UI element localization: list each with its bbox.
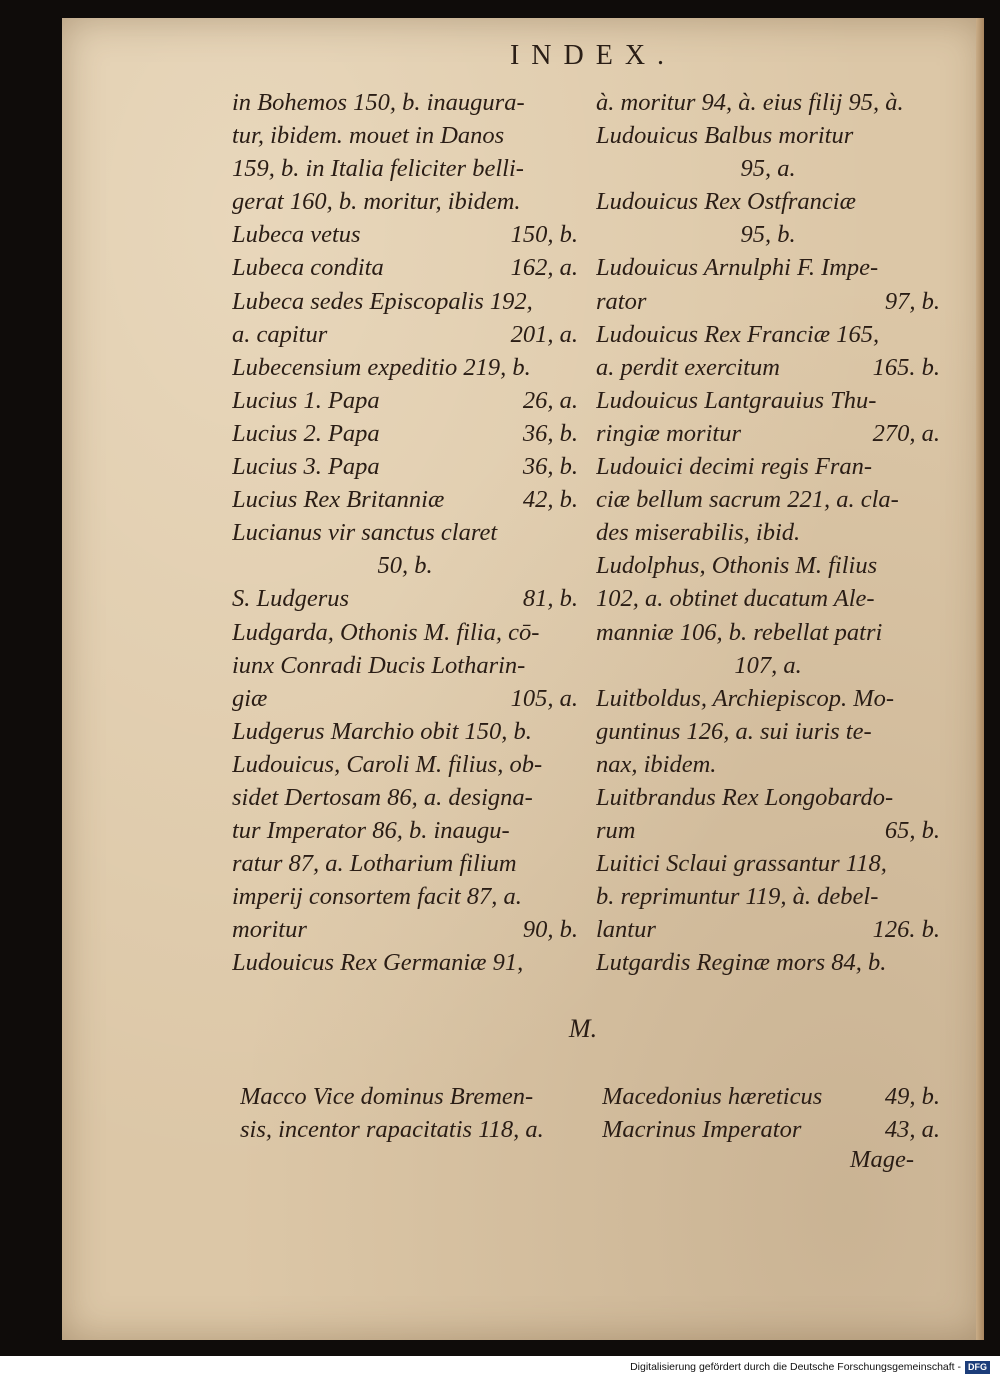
entry-text: Ludouicus Rex Ostfranciæ <box>596 188 856 216</box>
index-entry-line <box>232 516 578 549</box>
entry-text: Ludouicus Arnulphi F. Impe- <box>596 254 879 282</box>
index-entry-line <box>596 715 940 748</box>
entry-text: Ludouicus Lantgrauius Thu- <box>596 386 877 414</box>
index-entry-line <box>232 715 578 748</box>
page-header: INDEX. <box>509 40 677 71</box>
index-entry-line <box>232 384 578 417</box>
entry-text: à. moritur 94, à. eius filij 95, à. <box>596 89 904 116</box>
entry-text: Macrinus Imperator <box>602 1116 802 1144</box>
entry-reference: 201, a. <box>510 320 578 348</box>
index-column-left <box>232 86 578 980</box>
index-entry-line <box>232 450 578 483</box>
entry-text: Ludouicus Rex Germaniæ 91, <box>232 949 524 977</box>
entry-text: lantur <box>596 916 656 944</box>
entry-reference: 90, b. <box>522 916 578 944</box>
entry-text: in Bohemos 150, b. inaugura- <box>232 89 525 116</box>
index-entry-line <box>232 251 578 284</box>
entry-text: Lucius 2. Papa <box>232 419 380 447</box>
index-entry-line <box>596 649 940 682</box>
index-entry-line <box>596 880 940 913</box>
entry-text: Lucius 3. Papa <box>232 453 380 481</box>
page-edge <box>976 18 984 1340</box>
entry-reference: 36, b. <box>522 419 578 447</box>
index-entry-line <box>596 417 940 450</box>
footer-text: Digitalisierung gefördert durch die Deutsche Forschungsgemeinschaft - <box>630 1361 961 1373</box>
entry-text: Macedonius hæreticus <box>602 1083 823 1110</box>
entry-text: Lutgardis Reginæ mors 84, b. <box>596 949 887 977</box>
index-entry-line <box>232 582 578 615</box>
index-entry-line <box>596 616 940 649</box>
index-entry-line <box>232 218 578 251</box>
entry-text: tur Imperator 86, b. inaugu- <box>232 817 510 845</box>
entry-text: Macco Vice dominus Bremen- <box>240 1083 534 1110</box>
entry-text: sidet Dertosam 86, a. designa- <box>232 783 533 811</box>
entry-reference: 162, a. <box>510 254 578 282</box>
index-entry-line <box>232 417 578 450</box>
index-entry-line <box>596 218 940 251</box>
entry-text: Ludouicus Balbus moritur <box>596 122 854 150</box>
entry-text: a. perdit exercitum <box>596 353 780 381</box>
entry-text: Ludgarda, Othonis M. filia, cō- <box>232 618 540 646</box>
index-entry-line <box>596 185 940 218</box>
entry-text: giæ <box>232 684 268 712</box>
index-entry-line <box>596 516 940 549</box>
index-entry-line <box>596 582 940 615</box>
index-entry-line <box>232 913 578 946</box>
entry-reference: 270, a. <box>872 419 940 447</box>
index-entry-line <box>232 185 578 218</box>
entry-text: 107, a. <box>734 651 802 679</box>
index-entry-line <box>596 351 940 384</box>
entry-text: tur, ibidem. mouet in Danos <box>232 122 505 150</box>
entry-text: moritur <box>232 916 307 944</box>
entry-reference: 43, a. <box>884 1116 940 1144</box>
entry-text: iunx Conradi Ducis Lotharin- <box>232 651 526 679</box>
entry-text: a. capitur <box>232 320 328 348</box>
entry-text: Luitici Sclaui grassantur 118, <box>596 850 887 878</box>
entry-reference: 49, b. <box>884 1083 940 1110</box>
index-entry-line <box>596 152 940 185</box>
index-entry-line <box>232 748 578 781</box>
entry-text: 95, a. <box>740 155 796 183</box>
entry-reference: 26, a. <box>522 386 578 414</box>
index-entry-line <box>596 251 940 284</box>
index-entry-line <box>232 351 578 384</box>
index-entry-line <box>596 549 940 582</box>
index-entry-line <box>596 847 940 880</box>
entry-text: rum <box>596 817 636 845</box>
entry-text: rator <box>596 287 647 315</box>
entry-text: 159, b. in Italia feliciter belli- <box>232 155 524 183</box>
index-entry-line <box>232 285 578 318</box>
index-entry-line <box>232 880 578 913</box>
index-entry-line <box>596 285 940 318</box>
entry-text: nax, ibidem. <box>596 750 717 778</box>
index-entry-line <box>232 847 578 880</box>
entry-text: Lubeca sedes Episcopalis 192, <box>232 287 533 315</box>
index-entry-line <box>596 450 940 483</box>
entry-text: 50, b. <box>377 552 433 580</box>
index-entry-line <box>232 549 578 582</box>
index-entry-line <box>240 1080 586 1113</box>
entry-text: Lucius Rex Britanniæ <box>232 486 445 514</box>
index-entry-line <box>232 318 578 351</box>
entry-text: 95, b. <box>740 221 796 249</box>
entry-reference: 150, b. <box>510 221 578 249</box>
section-letter: M. <box>568 1014 598 1043</box>
entry-text: gerat 160, b. moritur, ibidem. <box>232 188 521 216</box>
index-entry-line <box>596 748 940 781</box>
index-entry-line <box>596 318 940 351</box>
index-entry-line <box>232 649 578 682</box>
entry-text: manniæ 106, b. rebellat patri <box>596 618 883 646</box>
entry-text: ciæ bellum sacrum 221, a. cla- <box>596 486 899 514</box>
index-entry-line <box>232 119 578 152</box>
entry-text: Lubecensium expeditio 219, b. <box>232 353 531 381</box>
dfg-logo: DFG <box>965 1361 990 1374</box>
entry-text: Lubeca condita <box>232 254 384 282</box>
entry-text: Ludouicus, Caroli M. filius, ob- <box>232 750 543 778</box>
entry-reference: 36, b. <box>522 453 578 481</box>
entry-text: b. reprimuntur 119, à. debel- <box>596 883 879 911</box>
index-entry-line <box>240 1113 586 1146</box>
entry-text: Ludgerus Marchio obit 150, b. <box>232 717 532 745</box>
entry-reference: 126. b. <box>872 916 940 944</box>
entry-text: Lucius 1. Papa <box>232 386 380 414</box>
index-entry-line <box>232 781 578 814</box>
index-column-right <box>596 86 940 980</box>
index-entry-line <box>596 86 940 119</box>
index-entry-line <box>596 913 940 946</box>
index-entry-line <box>596 682 940 715</box>
index-entry-line <box>232 682 578 715</box>
entry-text: Lubeca vetus <box>232 221 361 249</box>
entry-reference: 65, b. <box>884 817 940 845</box>
catchword: Mage- <box>850 1146 914 1173</box>
entry-text: sis, incentor rapacitatis 118, a. <box>240 1116 544 1144</box>
index-entry-line <box>232 152 578 185</box>
index-entry-line <box>596 946 940 979</box>
index-entry-line <box>596 119 940 152</box>
index-entry-line <box>232 483 578 516</box>
entry-text: des miserabilis, ibid. <box>596 519 801 547</box>
index-entry-line <box>596 814 940 847</box>
entry-text: Ludolphus, Othonis M. filius <box>596 552 878 580</box>
entry-reference: 165. b. <box>872 353 940 381</box>
entry-text: Ludouicus Rex Franciæ 165, <box>596 320 880 348</box>
digitization-footer <box>0 1356 1000 1378</box>
entry-reference: 105, a. <box>510 684 578 712</box>
entry-text: Ludouici decimi regis Fran- <box>596 453 873 481</box>
entry-reference: 42, b. <box>522 486 578 514</box>
index-entry-line <box>596 781 940 814</box>
entry-text: S. Ludgerus <box>232 585 350 613</box>
index-entry-line <box>596 384 940 417</box>
entry-reference: 97, b. <box>884 287 940 315</box>
index-m-column-right <box>602 1080 940 1146</box>
index-entry-line <box>232 86 578 119</box>
entry-text: Luitbrandus Rex Longobardo- <box>596 783 894 811</box>
index-m-column-left <box>240 1080 586 1146</box>
index-entry-line <box>596 483 940 516</box>
entry-text: 102, a. obtinet ducatum Ale- <box>596 585 875 613</box>
index-entry-line <box>602 1113 940 1146</box>
entry-text: guntinus 126, a. sui iuris te- <box>596 717 872 745</box>
book-page <box>62 18 984 1340</box>
entry-text: imperij consortem facit 87, a. <box>232 883 522 911</box>
index-entry-line <box>232 616 578 649</box>
index-entry-line <box>232 814 578 847</box>
entry-text: Luitboldus, Archiepiscop. Mo- <box>596 684 895 712</box>
entry-text: ringiæ moritur <box>596 419 741 447</box>
index-entry-line <box>232 946 578 979</box>
entry-text: ratur 87, a. Lotharium filium <box>232 850 517 878</box>
entry-reference: 81, b. <box>522 585 578 613</box>
entry-text: Lucianus vir sanctus claret <box>232 519 498 547</box>
index-entry-line <box>602 1080 940 1113</box>
